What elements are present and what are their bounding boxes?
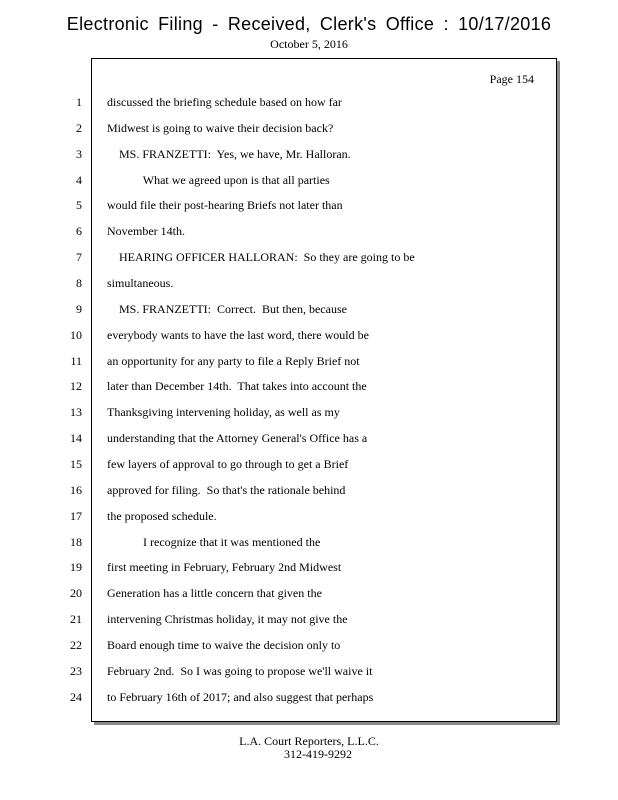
transcript-line: I recognize that it was mentioned the — [107, 535, 321, 549]
line-number: 5 — [76, 198, 82, 212]
transcript-line: the proposed schedule. — [107, 509, 217, 523]
line-number: 12 — [70, 379, 82, 393]
line-number: 15 — [70, 457, 82, 471]
line-number: 16 — [70, 483, 82, 497]
transcript-line: discussed the briefing schedule based on how far — [107, 95, 342, 109]
line-number: 13 — [70, 405, 82, 419]
line-number: 18 — [70, 535, 82, 549]
line-number: 19 — [70, 560, 82, 574]
line-number: 23 — [70, 664, 82, 678]
transcript-line: MS. FRANZETTI: Yes, we have, Mr. Halloran. — [107, 147, 351, 161]
transcript-line: few layers of approval to go through to get a Brief — [107, 457, 349, 471]
transcript-line: approved for filing. So that's the rationale behind — [107, 483, 346, 497]
page-number: Page 154 — [489, 72, 534, 86]
transcript-line: understanding that the Attorney General's Office has a — [107, 431, 368, 445]
transcript-line: would file their post-hearing Briefs not later than — [107, 198, 343, 212]
transcript-line: MS. FRANZETTI: Correct. But then, because — [107, 302, 347, 316]
line-number: 7 — [76, 250, 82, 264]
transcript-line: Thanksgiving intervening holiday, as well as my — [107, 405, 340, 419]
transcript-line: later than December 14th. That takes into account the — [107, 379, 367, 393]
transcript-line: Generation has a little concern that given the — [107, 586, 322, 600]
filing-stamp: Electronic Filing - Received, Clerk's Office : 10/17/2016 — [66, 14, 552, 34]
transcript-line: everybody wants to have the last word, there would be — [107, 328, 369, 342]
line-number: 21 — [70, 612, 82, 626]
line-number: 14 — [70, 431, 82, 445]
line-number: 24 — [70, 690, 82, 704]
transcript-line: HEARING OFFICER HALLORAN: So they are going to be — [107, 250, 415, 264]
line-number: 22 — [70, 638, 82, 652]
transcript-line: simultaneous. — [107, 276, 174, 290]
transcript-line: an opportunity for any party to file a Reply Brief not — [107, 354, 360, 368]
footer-company: L.A. Court Reporters, L.L.C. — [239, 734, 379, 748]
transcript-line: February 2nd. So I was going to propose we'll waive it — [107, 664, 373, 678]
line-number: 9 — [76, 302, 82, 316]
transcript-line: Board enough time to waive the decision only to — [107, 638, 341, 652]
line-number: 1 — [76, 95, 82, 109]
transcript-line: first meeting in February, February 2nd Midwest — [107, 560, 342, 574]
transcript-line: Midwest is going to waive their decision back? — [107, 121, 334, 135]
line-number: 6 — [76, 224, 82, 238]
transcript-line: November 14th. — [107, 224, 185, 238]
transcript-line: to February 16th of 2017; and also suggest that perhaps — [107, 690, 374, 704]
line-number: 3 — [76, 147, 82, 161]
transcript-line: What we agreed upon is that all parties — [107, 173, 330, 187]
transcript-line: intervening Christmas holiday, it may not give the — [107, 612, 348, 626]
footer-phone: 312-419-9292 — [284, 747, 352, 761]
line-number: 11 — [70, 354, 82, 368]
line-number: 10 — [70, 328, 82, 342]
line-number: 4 — [76, 173, 82, 187]
line-number: 20 — [70, 586, 82, 600]
document-date: October 5, 2016 — [270, 37, 348, 51]
line-number: 8 — [76, 276, 82, 290]
line-number: 2 — [76, 121, 82, 135]
line-number: 17 — [70, 509, 82, 523]
